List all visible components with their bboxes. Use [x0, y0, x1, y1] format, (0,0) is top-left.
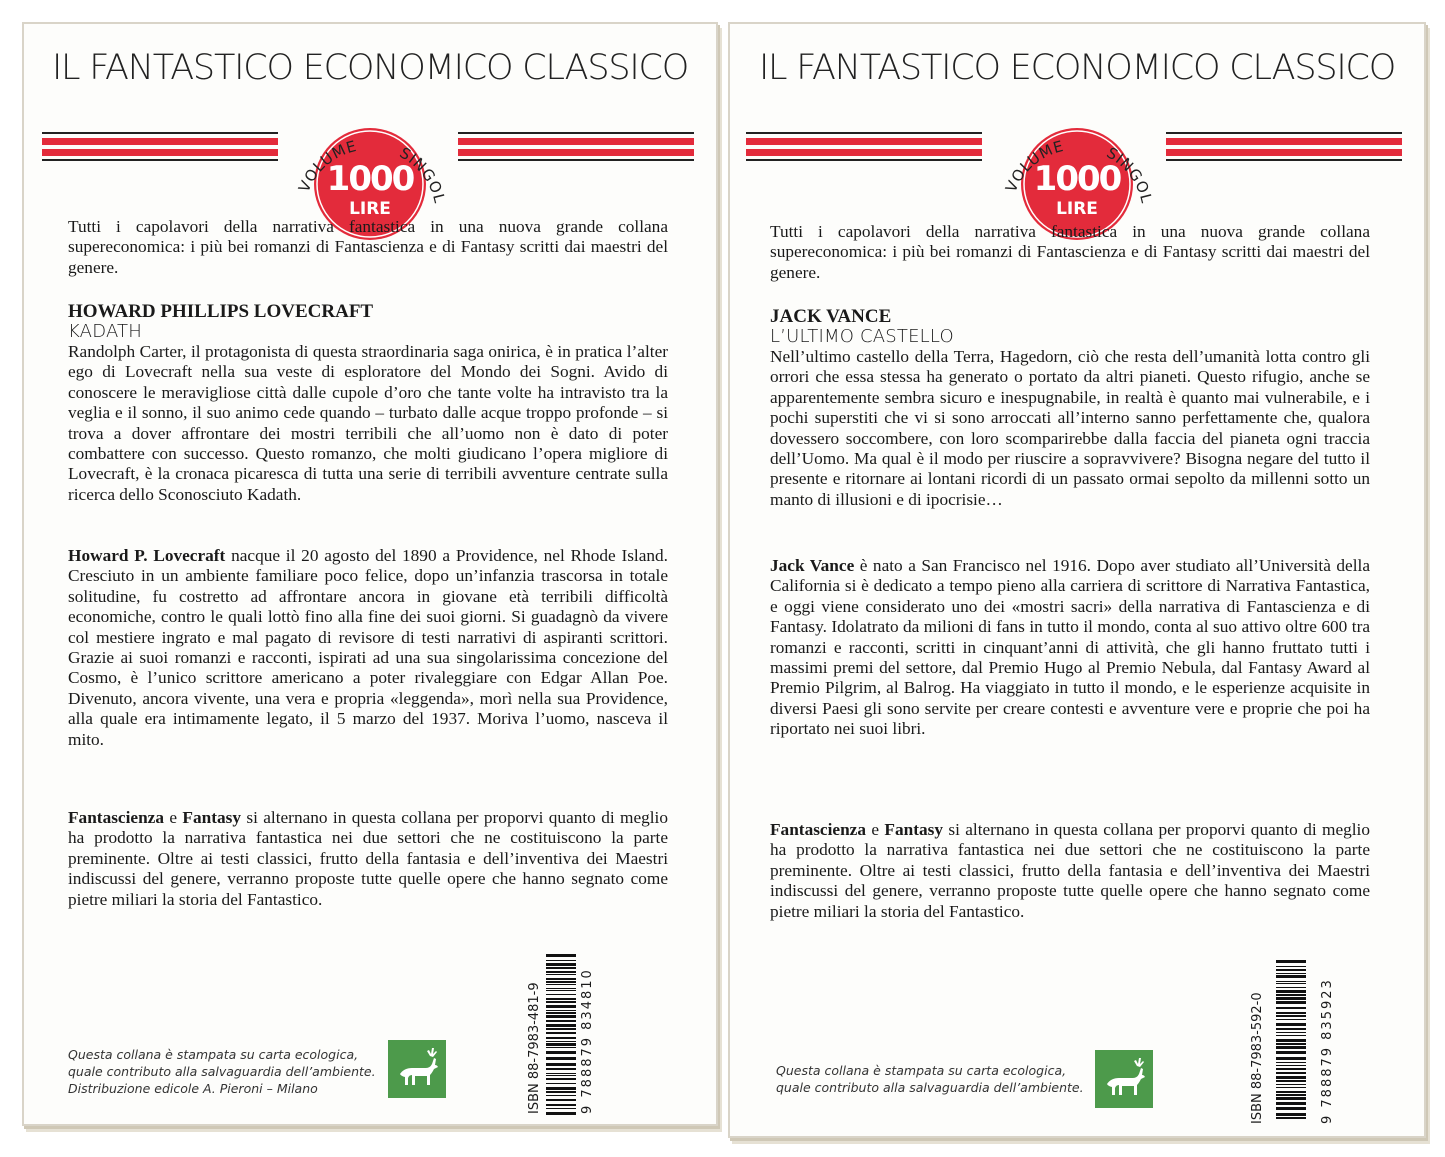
- intro-text: Tutti i capolavori della narrativa fantastica in una nuova grande collana supereconomica: i più bei romanzi di Fantascienza e di Fantasy scritti dai maestri del genere.: [68, 217, 668, 277]
- bio-author-name: Jack Vance: [770, 556, 855, 575]
- barcode: [1262, 958, 1320, 1124]
- closing-and: e: [866, 820, 885, 839]
- distribution-note: Distribuzione edicole A. Pieroni – Milano: [68, 1081, 318, 1096]
- badge-singolo-label: SINGOL: [1103, 143, 1156, 205]
- closing-text: si alternano in questa collana per proporvi quanto di meglio ha prodotto la narrativa fantastica nei due settori che ne costituiscono la parte preminente. Oltre ai testi classici, frutto della fantasia e dell’inventiva dei Maestri indiscussi del genere, verranno proposte tutte quelle opere che hanno segnato come pietre miliari la storia del Fantastico.: [770, 820, 1370, 921]
- badge-price: 1000: [326, 159, 414, 199]
- closing-paragraph: [68, 808, 668, 910]
- reindeer-logo-icon: [1095, 1050, 1153, 1108]
- barcode-digits: 9 788879 834810: [580, 968, 595, 1114]
- decorative-rule-left: [746, 132, 982, 162]
- badge-volume-label: VOLUME: [294, 136, 359, 195]
- isbn-number: ISBN 88-7983-481-9: [527, 982, 542, 1114]
- badge-singolo-label: SINGOL: [396, 143, 449, 205]
- book-cover-left: [22, 22, 718, 1126]
- eco-note: [68, 1046, 388, 1097]
- series-title: IL FANTASTICO ECONOMICO CLASSICO: [758, 48, 1396, 88]
- reindeer-logo-icon: [388, 1040, 446, 1098]
- closing-term-fantascienza: Fantascienza: [68, 808, 164, 827]
- book-cover-right: [728, 22, 1426, 1138]
- synopsis: Randolph Carter, il protagonista di questa straordinaria saga onirica, è in pratica l’alter ego di Lovecraft nella sua veste di esploratore del Mondo dei Sogni. Avido di conoscere le meravigliose città dalle cupole d’oro che tante volte ha intravisto tra la veglia e il sonno, il suo animo cede quando – turbato dalle acque troppo profonde – si trova a dover affrontare dei mostri terribili che all’uomo non è dato di poter combattere con successo. Questo romanzo, che molti giudicano l’opera migliore di Lovecraft, è la cronaca picaresca di tutta una serie di terribili avventure centrate sulla ricerca dello Sconosciuto Kadath.: [68, 342, 668, 504]
- bio-text: nacque il 20 agosto del 1890 a Providence, nel Rhode Island. Cresciuto in un ambiente familiare poco felice, dopo un’infanzia trascorsa in totale solitudine, fu costretto ad affrontare ancora in giovane età terribili difficoltà economiche, contro le quali lottò fino alla fine dei suoi giorni. Si guadagnò da vivere col mestiere ingrato e mal pagato di revisore di testi narrativi di aspiranti scrittori. Grazie ai suoi romanzi e racconti, ispirati ad una sua singolarissima concezione del Cosmo, è l’unico scrittore americano a poter rivaleggiare con Edgar Allan Poe. Divenuto, ancora vivente, una vera e propria «leggenda», morì nella sua Providence, alla quale era intimamente legato, il 5 marzo del 1937. Moriva l’uomo, nasceva il mito.: [68, 546, 668, 749]
- book-description: [770, 306, 1370, 510]
- closing-term-fantasy: Fantasy: [884, 820, 943, 839]
- eco-note-line-2: quale contributo alla salvaguardia dell’ambiente.: [776, 1080, 1084, 1095]
- badge-volume-label: VOLUME: [1001, 136, 1066, 195]
- eco-note-line-1: Questa collana è stampata su carta ecologica,: [776, 1063, 1067, 1078]
- author-bio: [770, 556, 1370, 740]
- isbn-number: ISBN 88-7983-592-0: [1250, 992, 1265, 1124]
- decorative-rule-right: [458, 132, 694, 162]
- badge-price: 1000: [1033, 159, 1121, 199]
- badge-currency: LIRE: [1056, 199, 1098, 219]
- closing-term-fantasy: Fantasy: [182, 808, 241, 827]
- barcode-digits: 9 788879 835923: [1320, 978, 1335, 1124]
- badge-currency: LIRE: [349, 199, 391, 219]
- author-bio: [68, 546, 668, 750]
- book-description: [68, 301, 668, 505]
- intro-text: Tutti i capolavori della narrativa fantastica in una nuova grande collana supereconomica: i più bei romanzi di Fantascienza e di Fantasy scritti dai maestri del genere.: [770, 222, 1370, 282]
- series-title: IL FANTASTICO ECONOMICO CLASSICO: [51, 48, 689, 88]
- closing-term-fantascienza: Fantascienza: [770, 820, 866, 839]
- book-title: L’ULTIMO CASTELLO: [770, 326, 954, 347]
- author-name: HOWARD PHILLIPS LOVECRAFT: [68, 301, 374, 322]
- bio-text: è nato a San Francisco nel 1916. Dopo aver studiato all’Università della California si è dedicato a tempo pieno alla carriera di scrittore di Narrativa Fantastica, e oggi viene considerato uno dei «mostri sacri» della narrativa di Fantascienza e di Fantasy. Idolatrato da milioni di fans in tutto il mondo, conta al suo attivo oltre 600 tra romanzi e racconti, scritti in cinquant’anni di attività, che gli hanno fruttato tutti i massimi premi del settore, dal Premio Hugo al Premio Nebula, dal Fantasy Award al Premio Pilgrim, al Balrog. Ha viaggiato in tutto il mondo, e le esperienze acquisite in diversi Paesi gli sono servite per creare contesti e avventure vere e proprie che poi ha riportato nei suoi libri.: [770, 556, 1370, 739]
- eco-note: [776, 1062, 1096, 1096]
- closing-and: e: [164, 808, 183, 827]
- closing-paragraph: [770, 820, 1370, 922]
- bio-author-name: Howard P. Lovecraft: [68, 546, 226, 565]
- book-title: KADATH: [68, 321, 142, 342]
- eco-note-line-2: quale contributo alla salvaguardia dell’ambiente.: [68, 1064, 376, 1079]
- eco-note-line-1: Questa collana è stampata su carta ecologica,: [68, 1047, 359, 1062]
- decorative-rule-right: [1166, 132, 1402, 162]
- closing-text: si alternano in questa collana per proporvi quanto di meglio ha prodotto la narrativa fantastica nei due settori che ne costituiscono la parte preminente. Oltre ai testi classici, frutto della fantasia e dell’inventiva dei Maestri indiscussi del genere, verranno proposte tutte quelle opere che hanno segnato come pietre miliari la storia del Fantastico.: [68, 808, 668, 909]
- decorative-rule-left: [42, 132, 278, 162]
- synopsis: Nell’ultimo castello della Terra, Hagedorn, ciò che resta dell’umanità lotta contro gli orrori che essa stessa ha generato o portato da altri pianeti. Questo rifugio, anche se apparentemente sembra sicuro e inespugnabile, in realtà è quanto mai vulnerabile, e i pochi superstiti che vi si sono arroccati all’interno sanno perfettamente che, qualora dovessero soccombere, con loro scomparirebbe dalla faccia del pianeta ogni traccia dell’Uomo. Ma qual è il modo per riuscire a sopravvivere? Bisogna negare del tutto il presente e ritornare ai lontani ricordi di un passato ormai sepolto da millenni sotto un manto di illusioni e di ipocrisie…: [770, 347, 1370, 509]
- author-name: JACK VANCE: [770, 306, 892, 327]
